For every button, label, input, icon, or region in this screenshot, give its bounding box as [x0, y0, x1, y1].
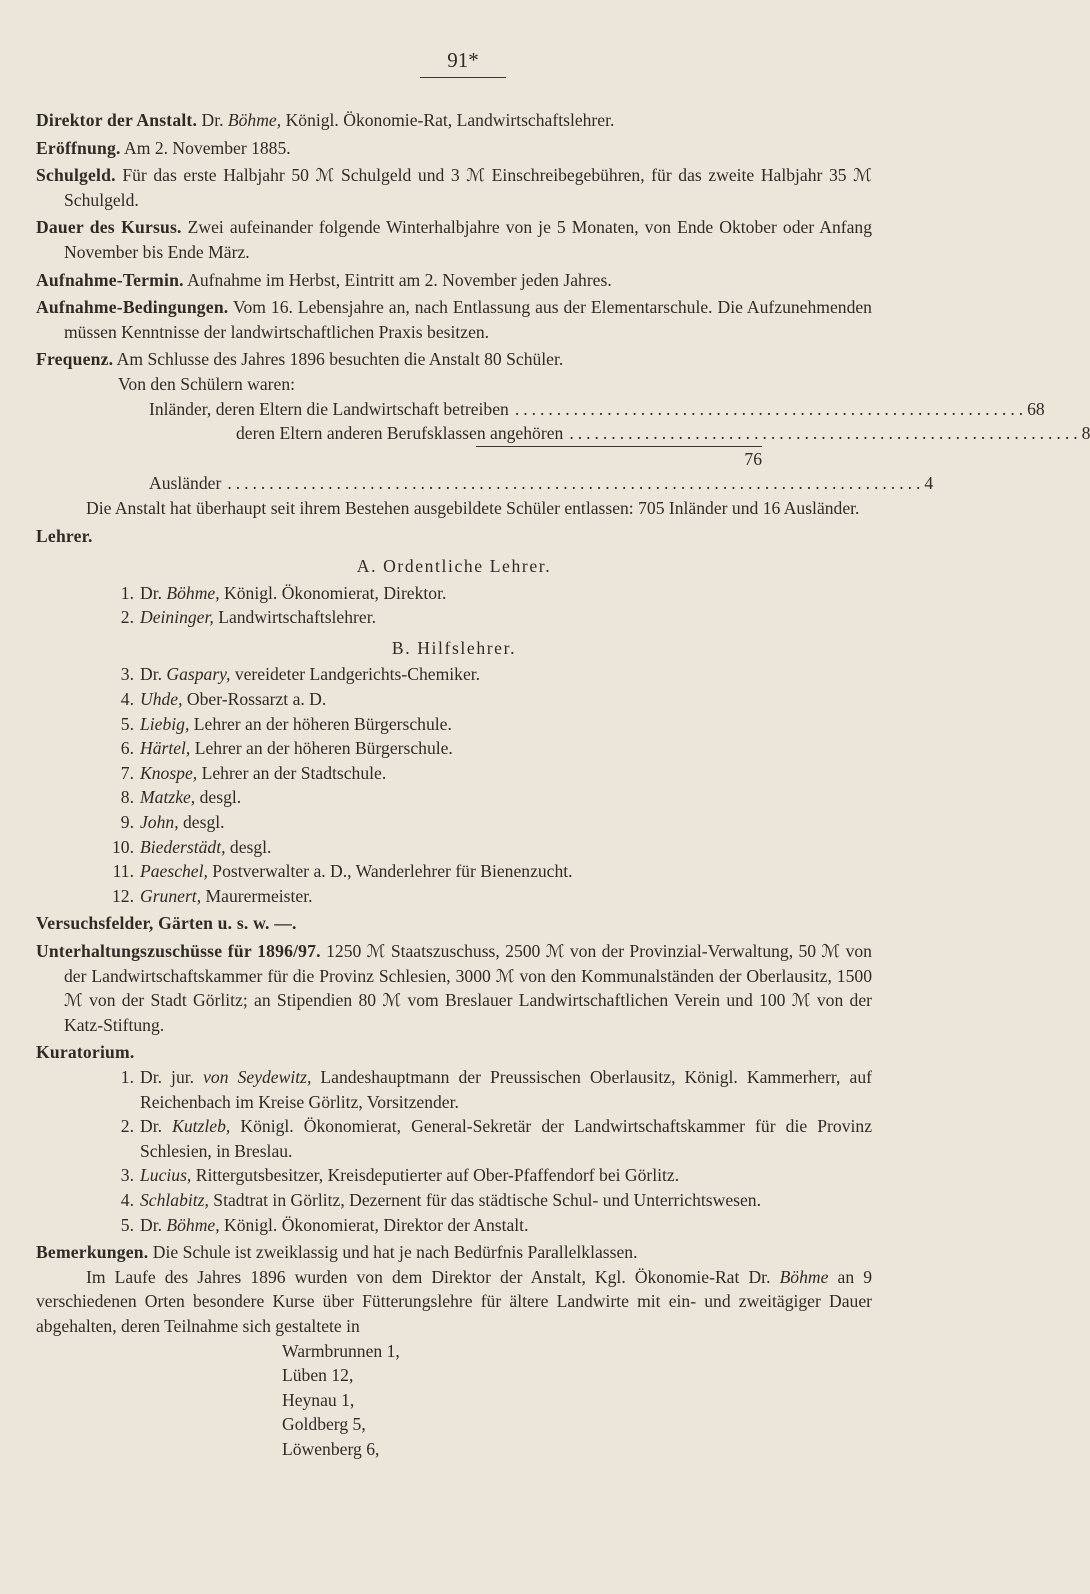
item-name: Kutzleb, — [172, 1116, 231, 1137]
dauer-section — [36, 215, 872, 264]
item-text — [140, 761, 872, 786]
item-description: Rittergutsbesitzer, Kreisdeputierter auf Ober-Pfaffendorf bei Görlitz. — [191, 1165, 680, 1186]
item-text — [140, 884, 872, 909]
teacher-item — [36, 581, 872, 606]
item-number: 8. — [120, 787, 134, 808]
item-prefix: Dr. — [140, 582, 167, 603]
item-name: Gaspary, — [166, 664, 231, 685]
eroeffnung-section — [36, 136, 872, 161]
unterhaltung-label: Unterhaltungszuschüsse für 1896/97. — [36, 941, 321, 961]
item-description: Lehrer an der Stadtschule. — [197, 762, 387, 783]
leader-dots: ............................................................. — [514, 398, 1028, 419]
bemerkungen-paragraph — [36, 1265, 872, 1339]
frequenz-row-1 — [36, 397, 1045, 422]
item-number: 7. — [120, 762, 134, 783]
frequenz-row-3 — [36, 471, 934, 496]
frequenz-row-2 — [36, 421, 1090, 446]
item-number: 5. — [120, 713, 134, 734]
item-description: Postverwalter a. D., Wanderlehrer für Bienenzucht. — [207, 861, 573, 882]
page-content — [36, 108, 1090, 1461]
kuratorium-list — [36, 1065, 872, 1237]
item-text — [140, 1163, 872, 1188]
unterhaltung-text: 1250 ℳ Staatszuschuss, 2500 ℳ von der Provinzial-Verwaltung, 50 ℳ von der Landwirtschaftskammer für die Provinz Schlesien, 3000 ℳ von den Kommunalständen der Oberlausitz, 1500 ℳ von der Stadt Görlitz; an Stipendien 80 ℳ vom Breslauer Landwirtschaftlichen Verein und 100 ℳ von der Katz-Stiftung. — [64, 941, 872, 1035]
place-item: Goldberg 5, — [282, 1414, 366, 1435]
eroeffnung-label: Eröffnung. — [36, 137, 121, 158]
termin-text: Aufnahme im Herbst, Eintritt am 2. November jeden Jahres. — [187, 269, 612, 290]
schulgeld-label: Schulgeld. — [36, 165, 116, 186]
schulgeld-text: Für das erste Halbjahr 50 ℳ Schulgeld und 3 ℳ Einschreibegebühren, für das zweite Halbjahr 35 ℳ Schulgeld. — [64, 165, 872, 210]
item-text — [140, 581, 872, 606]
item-name: Böhme, — [166, 1214, 220, 1235]
item-number: 11. — [112, 861, 134, 882]
unterhaltung-section — [36, 939, 872, 1037]
direktor-pre: Dr. — [201, 110, 224, 130]
item-name: Grunert, — [140, 885, 202, 906]
teacher-item — [36, 605, 872, 630]
termin-section — [36, 268, 872, 293]
item-number: 4. — [120, 689, 134, 710]
assistant-teacher-item — [36, 662, 872, 687]
ordentliche-heading: A. Ordentliche Lehrer. — [356, 556, 552, 577]
item-prefix: Dr. — [140, 1116, 173, 1137]
item-text — [140, 1065, 872, 1114]
item-description: Ober-Rossarzt a. D. — [182, 689, 327, 710]
assistant-teacher-item — [36, 859, 872, 884]
assistant-teacher-item — [36, 687, 872, 712]
eroeffnung-text: Am 2. November 1885. — [124, 137, 291, 158]
bemerkungen-para-name: Böhme — [779, 1266, 829, 1287]
item-name: von Seydewitz, — [203, 1066, 312, 1087]
item-name: Schlabitz, — [140, 1189, 209, 1210]
board-member-item — [36, 1114, 872, 1163]
page-number: 91* — [420, 48, 506, 78]
item-description: vereideter Landgerichts-Chemiker. — [230, 664, 481, 685]
bedingungen-section — [36, 295, 872, 344]
hilfs-list — [36, 662, 872, 908]
frequenz-row-2-label: deren Eltern anderen Berufsklassen angehören — [236, 423, 564, 444]
direktor-name: Böhme, — [227, 110, 282, 130]
ordentliche-list — [36, 581, 872, 630]
frequenz-row-3-label: Ausländer — [149, 473, 222, 494]
item-description: Landeshauptmann der Preussischen Oberlausitz, Königl. Kammerherr, auf Reichenbach im Kreise Görlitz, Vorsitzender. — [140, 1066, 872, 1112]
item-number: 9. — [120, 812, 134, 833]
lehrer-label: Lehrer. — [36, 525, 93, 546]
assistant-teacher-item — [36, 810, 872, 835]
item-name: Paeschel, — [140, 861, 208, 882]
item-prefix: Dr. — [140, 1214, 167, 1235]
item-number: 12. — [112, 885, 134, 906]
hilfs-heading: B. Hilfslehrer. — [391, 637, 517, 658]
item-description: Stadtrat in Görlitz, Dezernent für das städtische Schul- und Unterrichtswesen. — [208, 1189, 761, 1210]
versuchsfelder-section — [36, 911, 872, 936]
item-number: 1. — [120, 1066, 134, 1087]
item-text — [140, 1188, 872, 1213]
place-item: Lüben 12, — [282, 1365, 354, 1386]
item-name: Knospe, — [140, 762, 198, 783]
item-number: 3. — [120, 664, 134, 685]
item-number: 5. — [120, 1214, 134, 1235]
item-description: Landwirtschaftslehrer. — [213, 607, 376, 628]
frequenz-total: Die Anstalt hat überhaupt seit ihrem Bestehen ausgebildete Schüler entlassen: 705 Inländer und 16 Ausländer. — [86, 497, 860, 518]
item-number: 4. — [120, 1189, 134, 1210]
termin-label: Aufnahme-Termin. — [36, 269, 184, 290]
item-description: desgl. — [178, 812, 225, 833]
kuratorium-section — [36, 1040, 872, 1065]
item-description: Lehrer an der höheren Bürgerschule. — [189, 713, 452, 734]
item-text — [140, 785, 872, 810]
item-name: Biederstädt, — [140, 836, 226, 857]
versuchsfelder-label: Versuchsfelder, Gärten u. s. w. —. — [36, 913, 297, 934]
kuratorium-label: Kuratorium. — [36, 1042, 135, 1063]
bemerkungen-para-post: an 9 verschiedenen Orten besondere Kurse über Fütterungslehre für ältere Landwirte mit ein- und zweitägiger Dauer abgehalten, deren Teilnahme sich gestaltete in — [36, 1266, 873, 1336]
item-text — [140, 736, 872, 761]
schulgeld-section — [36, 163, 872, 212]
dauer-text: Zwei aufeinander folgende Winterhalbjahre von je 5 Monaten, von Ende Oktober oder Anfang November bis Ende März. — [64, 217, 873, 262]
board-member-item — [36, 1188, 872, 1213]
bemerkungen-para-pre: Im Laufe des Jahres 1896 wurden von dem Direktor der Anstalt, Kgl. Ökonomie-Rat Dr. — [86, 1266, 780, 1287]
board-member-item — [36, 1065, 872, 1114]
direktor-rest: Königl. Ökonomie-Rat, Landwirtschaftslehrer. — [285, 110, 615, 130]
frequenz-row-3-value: 4 — [924, 473, 934, 494]
frequenz-row-1-label: Inländer, deren Eltern die Landwirtschaft betreiben — [149, 398, 509, 419]
item-text — [140, 810, 872, 835]
item-description: Königl. Ökonomierat, Direktor. — [219, 582, 447, 603]
item-number: 6. — [120, 738, 134, 759]
places-list — [36, 1339, 872, 1462]
board-member-item — [36, 1213, 872, 1238]
direktor-section — [36, 108, 872, 133]
board-member-item — [36, 1163, 872, 1188]
item-number: 1. — [120, 582, 134, 603]
item-name: Liebig, — [140, 713, 190, 734]
item-text — [140, 687, 872, 712]
item-number: 2. — [120, 607, 134, 628]
item-prefix: Dr. — [140, 664, 167, 685]
item-name: John, — [140, 812, 179, 833]
place-item: Heynau 1, — [282, 1389, 355, 1410]
item-description: Königl. Ökonomierat, General-Sekretär der Landwirtschaftskammer für die Provinz Schlesien, in Breslau. — [140, 1116, 873, 1161]
dauer-label: Dauer des Kursus. — [36, 217, 182, 238]
item-description: Königl. Ökonomierat, Direktor der Anstalt. — [219, 1214, 529, 1235]
bemerkungen-section — [36, 1240, 872, 1265]
place-item: Warmbrunnen 1, — [282, 1340, 400, 1361]
item-number: 10. — [112, 836, 134, 857]
item-number: 3. — [120, 1165, 134, 1186]
item-description: desgl. — [195, 787, 242, 808]
item-name: Matzke, — [140, 787, 196, 808]
bemerkungen-label: Bemerkungen. — [36, 1242, 149, 1263]
direktor-label: Direktor der Anstalt. — [36, 110, 198, 130]
bedingungen-text: Vom 16. Lebensjahre an, nach Entlassung aus der Elementarschule. Die Aufzunehmenden müssen Kenntnisse der landwirtschaftlichen Praxis besitzen. — [64, 297, 872, 342]
item-text — [140, 859, 872, 884]
assistant-teacher-item — [36, 884, 872, 909]
frequenz-row-2-value: 8 — [1081, 423, 1090, 444]
item-text — [140, 662, 872, 687]
assistant-teacher-item — [36, 736, 872, 761]
item-name: Lucius, — [140, 1165, 192, 1186]
assistant-teacher-item — [36, 835, 872, 860]
assistant-teacher-item — [36, 761, 872, 786]
item-text — [140, 1114, 872, 1163]
assistant-teacher-item — [36, 712, 872, 737]
assistant-teacher-item — [36, 785, 872, 810]
lehrer-section — [36, 524, 872, 549]
leader-dots: ............................................................. — [569, 423, 1082, 444]
bemerkungen-text: Die Schule ist zweiklassig und hat je nach Bedürfnis Parallelklassen. — [152, 1242, 638, 1263]
frequenz-section — [36, 347, 872, 372]
item-text — [140, 1213, 872, 1238]
item-name: Uhde, — [140, 689, 183, 710]
item-description: Maurermeister. — [201, 885, 313, 906]
frequenz-label: Frequenz. — [36, 349, 114, 370]
frequenz-subtotal: 76 — [744, 448, 762, 469]
frequenz-text: Am Schlusse des Jahres 1896 besuchten die Anstalt 80 Schüler. — [116, 349, 564, 370]
frequenz-intro: Von den Schülern waren: — [118, 373, 296, 394]
item-number: 2. — [120, 1116, 134, 1137]
item-prefix: Dr. jur. — [140, 1066, 204, 1087]
item-description: desgl. — [225, 836, 272, 857]
item-text — [140, 712, 872, 737]
leader-dots: ................................................................................... — [227, 473, 925, 494]
frequenz-row-1-value: 68 — [1027, 398, 1045, 419]
bedingungen-label: Aufnahme-Bedingungen. — [36, 297, 229, 318]
item-name: Böhme, — [166, 582, 220, 603]
place-item: Löwenberg 6, — [282, 1438, 380, 1459]
item-name: Härtel, — [140, 738, 191, 759]
item-text — [140, 835, 872, 860]
item-text — [140, 605, 872, 630]
item-description: Lehrer an der höheren Bürgerschule. — [190, 738, 453, 759]
item-name: Deininger, — [140, 607, 214, 628]
